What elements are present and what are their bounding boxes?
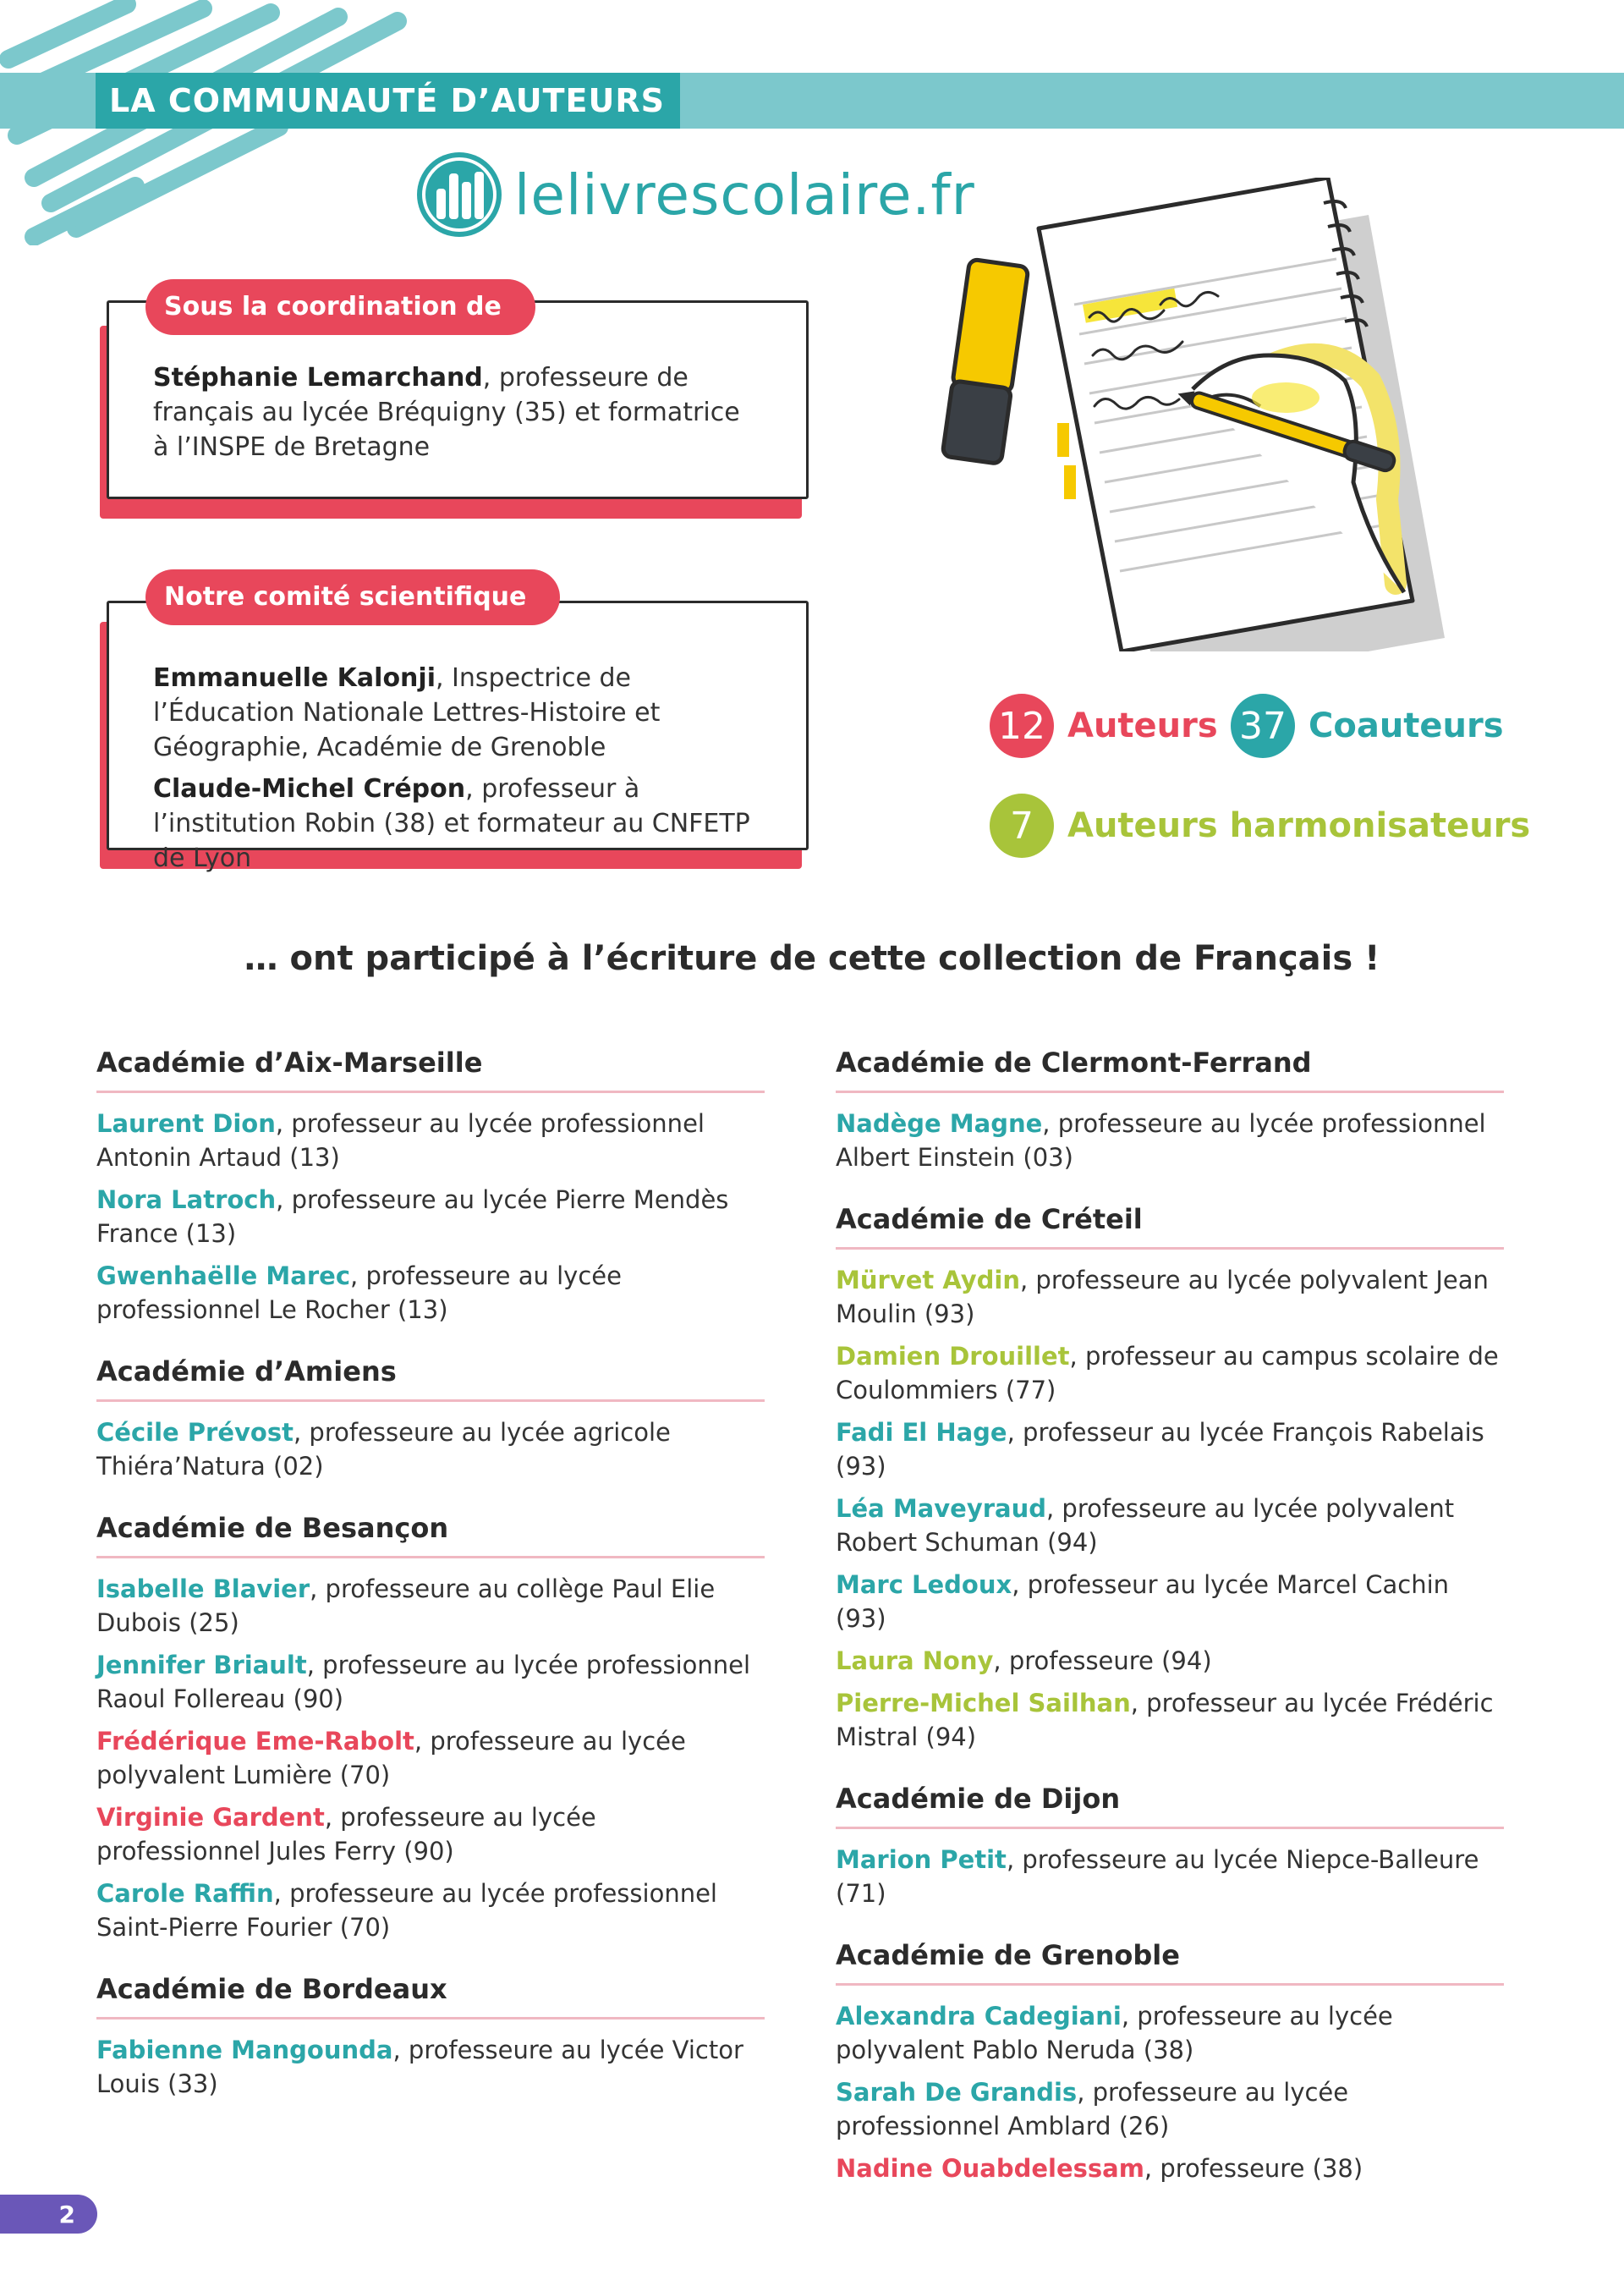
page-number <box>0 2195 97 2234</box>
academy-title: Académie de Clermont-Ferrand <box>836 1047 1504 1093</box>
stat-label: Auteurs harmonisateurs <box>1067 806 1531 845</box>
contributor-name: Marion Petit <box>836 1845 1007 1874</box>
contributor-name: Damien Drouillet <box>836 1342 1070 1371</box>
contributor-details: , professeure au lycée professionnel Saint-Pierre Fourier (70) <box>96 1879 717 1942</box>
academy-section <box>836 1783 1504 1910</box>
stat-circle <box>990 694 1054 758</box>
page-number-text: 2 <box>58 2200 75 2228</box>
contributor-name: Laura Nony <box>836 1646 994 1675</box>
contributor-details: , professeure (38) <box>1144 2154 1363 2183</box>
contributor-entry <box>96 1648 765 1716</box>
section-title: LA COMMUNAUTÉ D’AUTEURS <box>96 73 680 129</box>
contributor-details: , professeure au lycée professionnel Jules Ferry (90) <box>96 1803 596 1866</box>
contributor-entry <box>836 2151 1504 2185</box>
section-heading: … ont participé à l’écriture de cette collection de Français ! <box>244 939 1380 978</box>
contributor-entry <box>836 2075 1504 2143</box>
contributor-details: , professeur au campus scolaire de Coulommiers (77) <box>836 1342 1499 1404</box>
contributor-details: , professeur au lycée François Rabelais (93) <box>836 1418 1484 1481</box>
comite-entry <box>153 772 755 876</box>
contributor-details: , professeur au lycée professionnel Antonin Artaud (13) <box>96 1109 705 1172</box>
contributor-entry <box>96 1107 765 1174</box>
contributor-name: Mürvet Aydin <box>836 1266 1020 1294</box>
academy-title: Académie de Créteil <box>836 1203 1504 1250</box>
logo-text: lelivrescolaire.fr <box>514 162 975 228</box>
contributor-entry <box>96 1415 765 1483</box>
contributor-details: , professeure au lycée professionnel Raoul Follereau (90) <box>96 1651 751 1713</box>
contributor-name: Sarah De Grandis <box>836 2078 1078 2107</box>
contributor-entry <box>96 1183 765 1250</box>
contributor-name: Fadi El Hage <box>836 1418 1007 1447</box>
contributor-name: Jennifer Briault <box>96 1651 307 1679</box>
contributor-details: , professeure au lycée professionnel Amblard (26) <box>836 2078 1349 2140</box>
contributor-details: , professeur au lycée Frédéric Mistral (94) <box>836 1689 1494 1751</box>
academy-title: Académie d’Amiens <box>96 1355 765 1402</box>
books-logo-icon <box>413 148 506 241</box>
contributor-entry <box>836 1415 1504 1483</box>
contributor-name: Nora Latroch <box>96 1185 277 1214</box>
person-details: , professeure de français au lycée Bréquigny (35) et formatrice à l’INSPE de Bretagne <box>153 363 740 462</box>
comite-entry <box>153 661 755 765</box>
contributor-details: , professeure au lycée polyvalent Jean Moulin (93) <box>836 1266 1489 1328</box>
comite-box <box>107 601 809 873</box>
contributor-entry <box>96 1800 765 1868</box>
notebook-writing-illustration <box>939 178 1489 651</box>
academy-title: Académie de Bordeaux <box>96 1973 765 2019</box>
academy-title: Académie de Dijon <box>836 1783 1504 1829</box>
contributor-name: Alexandra Cadegiani <box>836 2002 1122 2030</box>
person-details: , Inspectrice de l’Éducation Nationale Lettres-Histoire et Géographie, Académie de Grenoble <box>153 663 661 762</box>
contributor-name: Cécile Prévost <box>96 1418 294 1447</box>
contributor-details: , professeure au lycée polyvalent Lumière (70) <box>96 1727 686 1789</box>
contributor-entry <box>96 2033 765 2101</box>
contributor-details: , professeure au lycée professionnel Albert Einstein (03) <box>836 1109 1486 1172</box>
contributor-name: Laurent Dion <box>96 1109 276 1138</box>
contributor-entry <box>836 1339 1504 1407</box>
contributor-details: , professeur au lycée Marcel Cachin (93) <box>836 1570 1450 1633</box>
contributor-entry <box>96 1877 765 1944</box>
contributor-entry <box>836 1492 1504 1559</box>
academy-title: Académie de Besançon <box>96 1512 765 1558</box>
academy-title: Académie de Grenoble <box>836 1939 1504 1986</box>
person-details: , professeur à l’institution Robin (38) et formateur au CNFETP de Lyon <box>153 774 750 873</box>
academy-section <box>96 1512 765 1944</box>
contributor-details: , professeure au collège Paul Elie Dubois (25) <box>96 1574 716 1637</box>
publisher-logo <box>413 140 975 250</box>
contributor-name: Léa Maveyraud <box>836 1494 1046 1523</box>
contributor-entry <box>836 1843 1504 1910</box>
stat-circle <box>990 794 1054 858</box>
contributor-name: Carole Raffin <box>96 1879 274 1908</box>
stat-value: 12 <box>998 704 1045 748</box>
academy-section <box>836 1939 1504 2185</box>
academy-section <box>96 1973 765 2101</box>
contributor-details: , professeure (94) <box>993 1646 1212 1675</box>
stat-label: Auteurs <box>1067 706 1218 745</box>
contributor-details: , professeure au lycée professionnel Le Rocher (13) <box>96 1261 622 1324</box>
person-name: Claude-Michel Crépon <box>153 774 466 804</box>
contributor-name: Isabelle Blavier <box>96 1574 310 1603</box>
stat-coauteurs <box>1231 694 1504 758</box>
stat-value: 37 <box>1239 704 1287 748</box>
contributor-name: Nadine Ouabdelessam <box>836 2154 1144 2183</box>
contributor-entry <box>836 1568 1504 1635</box>
contributor-name: Virginie Gardent <box>96 1803 325 1832</box>
academy-title: Académie d’Aix-Marseille <box>96 1047 765 1093</box>
contributor-details: , professeure au lycée polyvalent Pablo Neruda (38) <box>836 2002 1393 2064</box>
person-name: Emmanuelle Kalonji <box>153 663 436 693</box>
contributor-entry <box>96 1572 765 1640</box>
contributor-name: Nadège Magne <box>836 1109 1043 1138</box>
stat-value: 7 <box>1010 804 1034 848</box>
left-column <box>96 1047 765 2129</box>
right-column <box>836 1047 1504 2214</box>
contributor-entry <box>836 1644 1504 1678</box>
contributor-entry <box>836 1686 1504 1754</box>
contributor-name: Fabienne Mangounda <box>96 2036 393 2064</box>
stat-circle <box>1231 694 1295 758</box>
stat-harmonisateurs <box>990 794 1530 858</box>
contributor-entry <box>836 1107 1504 1174</box>
stat-label: Coauteurs <box>1309 706 1504 745</box>
contributor-details: , professeure au lycée polyvalent Robert Schuman (94) <box>836 1494 1455 1557</box>
contributor-details: , professeure au lycée Victor Louis (33) <box>96 2036 743 2098</box>
coordination-entry <box>153 360 755 464</box>
stat-auteurs <box>990 694 1218 758</box>
contributor-entry <box>836 1263 1504 1331</box>
contributor-name: Pierre-Michel Sailhan <box>836 1689 1131 1717</box>
contributor-name: Frédérique Eme-Rabolt <box>96 1727 414 1756</box>
academy-section <box>836 1203 1504 1754</box>
contributor-name: Marc Ledoux <box>836 1570 1012 1599</box>
comite-label: Notre comité scientifique <box>145 569 560 625</box>
contributor-entry <box>836 1999 1504 2067</box>
contributor-details: , professeure au lycée agricole Thiéra’Natura (02) <box>96 1418 671 1481</box>
person-name: Stéphanie Lemarchand <box>153 363 483 393</box>
contributor-details: , professeure au lycée Niepce-Balleure (71) <box>836 1845 1479 1908</box>
contributor-name: Gwenhaëlle Marec <box>96 1261 351 1290</box>
contributor-entry <box>96 1259 765 1327</box>
academy-section <box>96 1355 765 1483</box>
coordination-label: Sous la coordination de <box>145 279 535 335</box>
contributor-entry <box>96 1724 765 1792</box>
academy-section <box>96 1047 765 1327</box>
academy-section <box>836 1047 1504 1174</box>
contributor-details: , professeure au lycée Pierre Mendès France (13) <box>96 1185 729 1248</box>
